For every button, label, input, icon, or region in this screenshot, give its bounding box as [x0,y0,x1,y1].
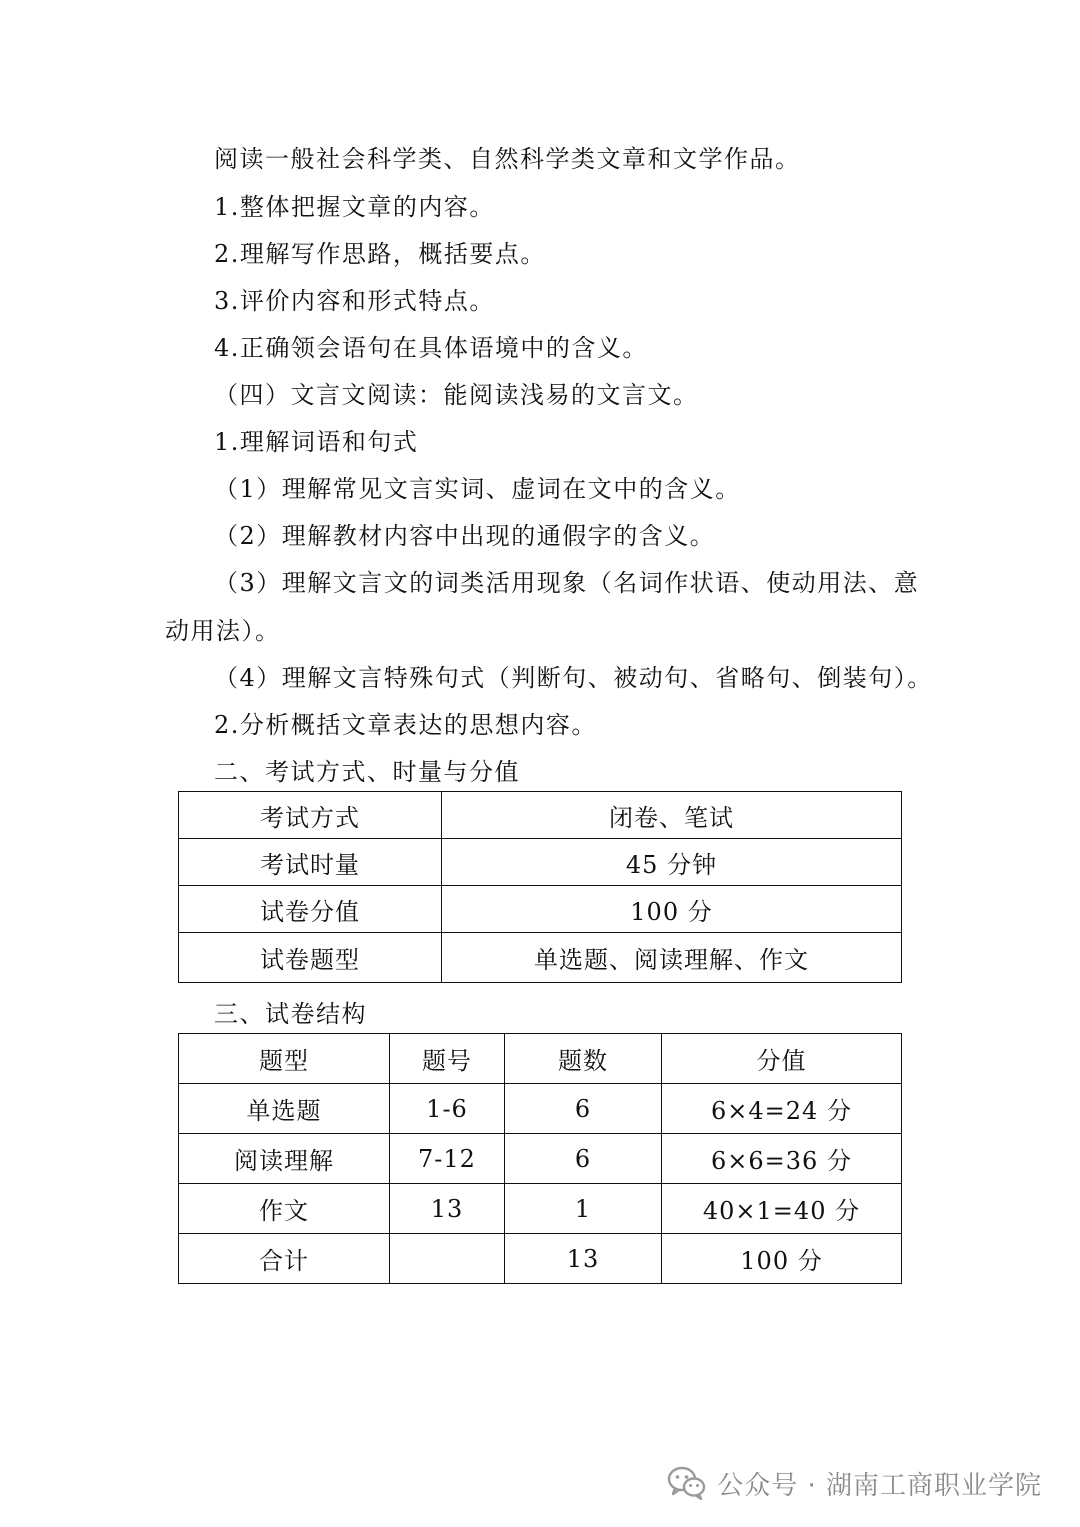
table-header-cell: 题型 [179,1034,390,1084]
table-cell: 作文 [179,1184,390,1234]
table-cell: 考试方式 [179,792,442,839]
table-cell: 6 [505,1134,662,1184]
body-line: （四）文言文阅读：能阅读浅易的文言文。 [214,381,699,409]
body-line: 1.理解词语和句式 [214,428,419,456]
table-cell: 合计 [179,1234,390,1284]
table-cell: 100 分 [662,1234,902,1284]
watermark-footer [667,1463,1042,1503]
section-heading-exam: 二、考试方式、时量与分值 [214,758,520,786]
body-line: 4.正确领会语句在具体语境中的含义。 [214,334,648,362]
table-cell: 试卷分值 [179,886,442,933]
body-line: 动用法）。 [165,617,281,645]
table-header-cell: 题数 [505,1034,662,1084]
table-cell: 45 分钟 [442,839,902,886]
table-cell: 单选题、阅读理解、作文 [442,933,902,983]
table-cell: 阅读理解 [179,1134,390,1184]
table-cell: 40×1=40 分 [662,1184,902,1234]
table-cell: 1 [505,1184,662,1234]
body-line: （4）理解文言特殊句式（判断句、被动句、省略句、倒装句）。 [214,664,933,692]
section-heading-structure: 三、试卷结构 [214,1000,367,1028]
table-cell: 单选题 [179,1084,390,1134]
table-header-cell: 题号 [390,1034,505,1084]
table-row [179,839,902,886]
paper-structure-table [178,1033,902,1284]
table-row [179,933,902,983]
body-line: 2.分析概括文章表达的思想内容。 [214,711,597,739]
footer-account-text: 公众号 · 湖南工商职业学院 [717,1470,1042,1501]
table-header-row [179,1034,902,1084]
wechat-icon [667,1466,707,1500]
body-line: （1）理解常见文言实词、虚词在文中的含义。 [214,475,741,503]
table-row [179,886,902,933]
table-cell: 6×6=36 分 [662,1134,902,1184]
body-line: 阅读一般社会科学类、自然科学类文章和文学作品。 [214,145,801,173]
table-row [179,1184,902,1234]
table-cell: 6×4=24 分 [662,1084,902,1134]
table-row [179,1234,902,1284]
table-cell: 7-12 [390,1134,505,1184]
body-line: 1.整体把握文章的内容。 [214,193,495,221]
body-line: （3）理解文言文的词类活用现象（名词作状语、使动用法、意 [214,569,920,597]
table-cell: 13 [390,1184,505,1234]
table-cell: 100 分 [442,886,902,933]
table-cell: 考试时量 [179,839,442,886]
table-cell: 1-6 [390,1084,505,1134]
body-line: 2.理解写作思路，概括要点。 [214,240,546,268]
table-cell: 13 [505,1234,662,1284]
table-header-cell: 分值 [662,1034,902,1084]
table-row [179,792,902,839]
table-row [179,1134,902,1184]
table-cell: 闭卷、笔试 [442,792,902,839]
table-cell [390,1234,505,1284]
body-line: （2）理解教材内容中出现的通假字的含义。 [214,522,716,550]
table-cell: 6 [505,1084,662,1134]
body-line: 3.评价内容和形式特点。 [214,287,495,315]
exam-info-table [178,791,902,983]
table-row [179,1084,902,1134]
table-cell: 试卷题型 [179,933,442,983]
